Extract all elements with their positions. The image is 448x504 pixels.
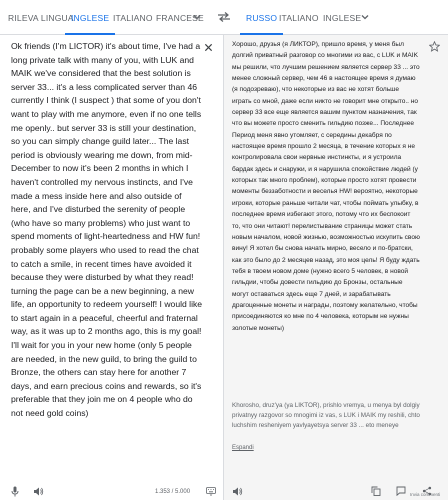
character-count: 1.353 / 5.000 [155,489,191,495]
tab-source-french[interactable]: FRANCESE [156,13,204,23]
swap-icon[interactable] [217,11,231,23]
tab-target-english[interactable]: INGLESE [323,13,362,23]
language-tab-bar [0,0,448,35]
expand-link[interactable]: Espandi [232,445,254,451]
translation-toolbar [224,478,448,504]
tab-detect-language[interactable]: RILEVA LINGUA [8,13,74,23]
translation-pane [224,35,448,500]
tab-target-italian[interactable]: ITALIANO [279,13,319,23]
feedback-icon[interactable] [396,486,406,496]
tab-source-italian[interactable]: ITALIANO [113,13,153,23]
feedback-link[interactable]: Invia commenti [410,492,441,497]
source-pane [0,35,224,500]
copy-icon[interactable] [371,486,381,496]
tab-target-russian[interactable]: RUSSO [246,0,277,34]
mic-icon[interactable] [11,486,19,497]
star-icon[interactable] [429,41,440,52]
source-textarea[interactable]: Ok friends (I'm LICTOR) it's about time, I've had a long private talk with many of you, with LUK and MAIK we've considered that the best solution is server 33... it's a less complicated server than 46 currently I think (I suspect ) that some of you don't want to play with me anymore, even if no one tells me openly.. but server 33 is still your destination, so you can simply change guild later... The last period is obviously wearing me down, from mid-December to now it's been 2 months in which I haven't controlled my nervous instincts, and I've made a mess inside here and also outside of here, and I've disturbed the serenity of people (who have so many problems) who just want to spend moments of light-heartedness and HW fun! probably some players who used to read the chat to catch a smile, in recent times have avoided it because they were disturbed by what they read! turning the page can be a new beginning, a new life, an opportunity to redeem yourself! I would like to start again in a peaceful, cheerful and fraternal way, as it was up to 2 months ago, this is my goal! I'll wait for you in your new home (only 5 people are needed, in the new guild, to bring the guild to Bronze, the others can stay here for another 7 days, and earn precious coins and rewards, so it's preferable that they join me on 4 people who do not need gold coins) [11,41,203,419]
close-icon[interactable] [204,43,213,52]
chevron-down-icon[interactable] [192,12,202,22]
source-toolbar [0,478,223,504]
speaker-icon[interactable] [33,486,44,497]
transliteration: Khorosho, druz'ya (ya LIKTOR), prishlo vremya, u menya byl dolgiy privatnyy razgovor so mnogimi iz vas, s LUK i MAIK my reshili, chto luchshim resheniyem yavlyayetsya server 33 ... eto meneye [232,402,420,430]
chevron-down-icon[interactable] [360,12,370,22]
translation-output: Хорошо, друзья (я ЛИКТОР), пришло время, у меня был долгий приватный разговор со многими из вас, с LUK и MAIK мы решили, что лучшим решением является сервер 33 ... это менее сложный сервер, чем 46 в настоящее время я думаю (я подозреваю), что некоторые из вас не хотят больше играть со мной, даже если никто не говорит мне открыто.. но сервер 33 все еще является вашим пунктом назначения, так что вы можете просто сменить гильдию позже... Последнее Период меня явно утомляет, с середины декабря по настоящее время прошло 2 месяца, в течение которых я не контролировала свои нервные инстинкты, и я устроила бардак здесь и снаружи, и я нарушила спокойствие людей (у которых так много проблем), которые просто хотят провести моменты беззаботности и веселья HW! вероятно, некоторые игроки, которые раньше читали чат, чтобы поймать улыбку, в последнее время избегают этого, потому что их беспокоит то, что они читают! перелистывание страницы может стать новым началом, новой жизнью, возможностью искупить свою вину! Я хотел бы снова начать мирно, весело и по-братски, как это было до 2 месяцев назад, это моя цель! Я буду ждать тебя в твоем новом доме (нужно всего 5 человек, в новой гильдии, чтобы довести гильдию до Бронзы, остальные могут оставаться здесь еще 7 дней, и зарабатывать драгоценные монеты и награды, поэтому желательно, чтобы присоединяются ко мне по 4 человека, которым не нужны золотые монеты) [232,41,420,332]
keyboard-icon[interactable] [206,487,216,496]
tab-source-english[interactable]: INGLESE [71,0,109,34]
speaker-icon[interactable] [232,486,243,497]
